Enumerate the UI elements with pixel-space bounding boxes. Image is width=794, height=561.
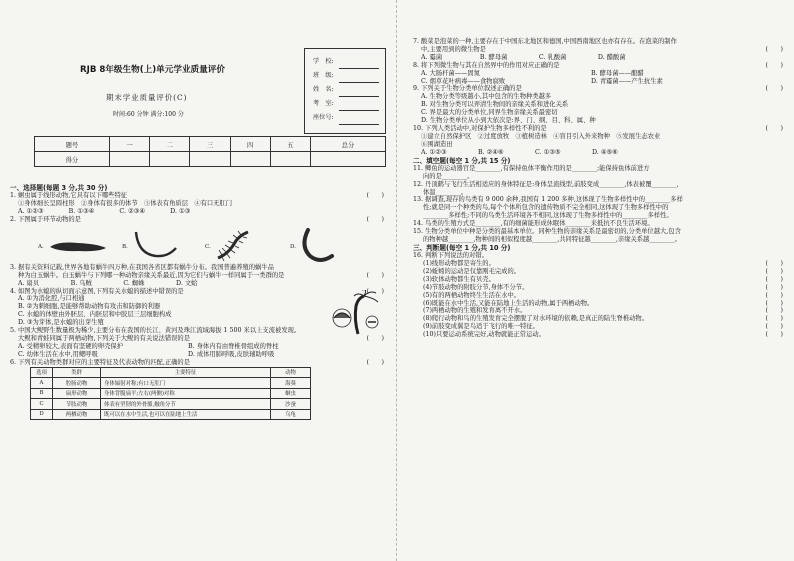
- q5-choices-cd: [10, 351, 388, 359]
- room-blank[interactable]: [339, 102, 379, 111]
- q16-intro: 16. 判断下列说法的对错。: [413, 252, 488, 260]
- q8-choice-c[interactable]: C. 烟草花叶病毒——食物腐败: [421, 77, 506, 85]
- q5-choice-c[interactable]: C. 幼体生活在水中,用鳃呼吸: [18, 350, 98, 358]
- q10-options-2: ⑥围湖造田: [421, 140, 453, 148]
- q4-choice-d[interactable]: D. ③为芽体,是水螅的出芽生殖: [18, 319, 104, 327]
- q12-line1[interactable]: 12. 丹顶鹤与飞行生活相适应的身体特征是:身体呈流线型,前肢变成________,体表被覆________,: [413, 180, 679, 188]
- q10-choices[interactable]: A. ①②③ B. ②④⑥ C. ①③⑤ D. ④⑤⑥: [421, 148, 618, 156]
- q11-line2[interactable]: 向的是________。: [423, 172, 474, 180]
- section2-heading: 二、填空题(每空 1 分,共 15 分): [413, 156, 511, 165]
- q8-stem: 8. 将下列微生物与其在自然界中的作用对应正确的是 ( ): [413, 61, 783, 69]
- score-header-row: 题号 一 二 三 四 五 总分: [35, 137, 386, 152]
- exam-title: RJB 8年级生物(上)单元学业质量评价: [80, 65, 225, 75]
- q6-table: [30, 367, 311, 421]
- info-school: 学 校:: [313, 55, 385, 69]
- q3-line2: 种为白玉蜗牛。白玉蜗牛与下列哪一种动物亲缘关系最近,因为它们与蜗牛一样同属于一类群的是 ( ): [18, 271, 384, 279]
- q5-choice-a[interactable]: A. 受精卵较大,表面有坚硬的卵壳保护: [18, 342, 124, 350]
- q8-choice-b[interactable]: B. 酵母菌——酿醋: [591, 69, 644, 77]
- section1-heading: 一、选择题(每题 3 分,共 30 分): [10, 184, 108, 192]
- q6-stem: 6. 下列有关动物类群对应的主要特征及代表动物的匹配,正确的是 ( ): [10, 358, 384, 366]
- q5-line2: 大鲵和青蛙同属于两栖动物,下列关于大鲵的有关说法错误的是 ( ): [18, 334, 384, 342]
- q7-line1: 7. 酸菜是泡菜的一种,主要存在于中国东北地区和德国,中国西南地区也亦有存在。在泡菜的制作: [413, 38, 677, 45]
- q9-stem: 9. 下列关于生物分类单位叙述正确的是 ( ): [413, 85, 783, 93]
- q13-line1[interactable]: 13. 据调查,现存的鸟类有 9 000 余种,我国有 1 200 多种,这体现了生物多样性中的________多样: [413, 196, 683, 204]
- q8-choice-a[interactable]: A. 大肠杆菌——固氮: [421, 69, 480, 77]
- earthworm-picture: [300, 226, 340, 264]
- q7-choices[interactable]: A. 霉菌 B. 酵母菌 C. 乳酸菌 D. 醋酸菌: [421, 53, 626, 61]
- info-room: 考 室:: [313, 97, 385, 111]
- left-column: [10, 0, 388, 561]
- section3-heading: 三、判断题(每空 1 分,共 10 分): [413, 243, 511, 252]
- info-name: 姓 名:: [313, 83, 385, 97]
- score-table: [34, 136, 386, 167]
- time-info: 时间:60 分钟 满分:100 分: [113, 111, 184, 118]
- right-column: [413, 0, 787, 561]
- student-info-box: [304, 48, 386, 134]
- q2-stem: 2. 下图属于环节动物的是 ( ): [10, 215, 384, 223]
- flatworm-picture: [48, 238, 108, 256]
- roundworm-picture: [130, 228, 180, 262]
- info-class: 班 级:: [313, 69, 385, 83]
- q8-choices-ab: [413, 70, 787, 78]
- q1-stem: 1. 蛔虫属于线形动物,它具有以下哪些特征 ( ): [10, 192, 384, 200]
- judge-item-2[interactable]: (2)蚯蚓的运动是仅靠刚毛完成的。 ( ): [423, 267, 783, 275]
- q15-line2[interactable]: 的物种越________,物种间的相似程度越________,共同特征越________,亲缘关系越________。: [423, 235, 681, 243]
- q1-choices[interactable]: A. ①②③ B. ①③④ C. ②③④ D. ①③: [18, 208, 191, 216]
- q4-choice-a[interactable]: A. ①为消化腔,与口相通: [18, 295, 85, 303]
- q3-choices[interactable]: A. 扇贝 B. 乌贼 C. 蜘蛛 D. 文蛤: [18, 279, 198, 287]
- centipede-picture: [214, 228, 254, 262]
- q10-options-1: ①建立自然保护区 ②过度放牧 ③植树造林 ④盲目引入外来物种 ⑤发展生态农业: [421, 132, 661, 140]
- seat-blank[interactable]: [339, 116, 379, 125]
- exam-subtitle: 期末学业质量评价(C): [106, 93, 188, 102]
- judge-item-5[interactable]: (5)有的两栖动物终生生活在水中。 ( ): [423, 291, 783, 299]
- q6-row-b[interactable]: B 扁形动物 身体背腹扁平;左右(两侧)对称 蛔虫: [31, 388, 311, 399]
- q6-row-d[interactable]: D 两栖动物 既可以在水中生活,也可以在陆地上生活 乌龟: [31, 409, 311, 420]
- q13-line3[interactable]: ________多样性;不同的鸟类生活环境各不相同,这体现了生物多样性中的________多样性。: [423, 212, 673, 220]
- judge-item-4[interactable]: (4)节肢动物的附肢分节,身体不分节。 ( ): [423, 283, 783, 291]
- q9-choice-c[interactable]: C. 界是最大的分类单位,同界生物亲缘关系最密切: [421, 109, 558, 117]
- q9-choice-d[interactable]: D. 生物分类单位从小到大依次是:界、门、纲、目、科、属、种: [421, 117, 596, 125]
- q4-block: [10, 288, 388, 328]
- judge-item-7[interactable]: (7)两栖动物的生殖和发育离不开水。 ( ): [423, 307, 783, 315]
- judge-item-6[interactable]: (6)既能在水中生活,又能在陆地上生活的动物,属于两栖动物。 ( ): [423, 299, 783, 307]
- score-value-row: 得分: [35, 152, 386, 167]
- q2-pictures: A. B. C. D.: [10, 224, 388, 264]
- judge-item-9[interactable]: (9)前肢变成翼是鸟适于飞行的唯一特征。 ( ): [423, 323, 783, 331]
- q4-choice-c[interactable]: C. 水螅的体壁由外胚层、内胚层和中胶层三层细胞构成: [18, 311, 172, 319]
- judge-item-1[interactable]: (1)线形动物都是寄生的。 ( ): [423, 259, 783, 267]
- q6-table-header: 选项 类群 主要特征 动物: [31, 367, 311, 378]
- q15-line1[interactable]: 15. 生物分类单位中种是分类的最基本单位。同种生物的亲缘关系是最密切的,分类单位越大,包含: [413, 228, 681, 236]
- q9-choice-b[interactable]: B. 对生物分类可以弄清生物间的亲缘关系和进化关系: [421, 101, 569, 109]
- judge-item-3[interactable]: (3)软体动物都生有贝壳。 ( ): [423, 275, 783, 283]
- q1-options: ①身体细长呈圆柱形 ②身体有很多的体节 ③体表有角质层 ④有口无肛门: [18, 200, 233, 208]
- q12-line2[interactable]: 体温________。: [423, 188, 468, 196]
- school-blank[interactable]: [339, 60, 379, 69]
- q6-row-c[interactable]: C 节肢动物 体表有坚韧的外骨骼,触角分节 沙蚕: [31, 399, 311, 410]
- judge-item-8[interactable]: (8)爬行动物和鸟的生殖发育完全摆脱了对水环境的依赖,是真正的陆生脊椎动物。 ( ): [423, 315, 783, 323]
- q13-line2[interactable]: 性;就是同一个种类的鸟,每个个体所包含的遗传物质不完全相同,这体现了生物多样性中的: [423, 204, 669, 212]
- q7-line2: 中,主要用到的微生物是 ( ): [421, 45, 783, 53]
- q5-choice-b[interactable]: B. 身体内有由脊椎骨组成的脊柱: [188, 342, 279, 350]
- q8-choice-d[interactable]: D. 青霉菌——产生抗生素: [591, 77, 663, 85]
- info-seat: 座位号:: [313, 111, 385, 125]
- fold-line: [396, 0, 397, 561]
- q10-stem: 10. 下列人类活动中,对保护生物多样性不利的是 ( ): [413, 124, 783, 132]
- q4-stem: 4. 如图为水螅的纵切面示意图,下列有关水螅的描述中错误的是 ( ): [10, 287, 384, 295]
- q6-row-a[interactable]: A 腔肠动物 身体辐射对称;有口无肛门 海葵: [31, 378, 311, 389]
- q5-choices-ab: [10, 343, 388, 351]
- q11-line1[interactable]: 11. 鲫鱼的运动器官是________,有保持鱼体平衡作用的是________;能保持鱼体前进方: [413, 164, 650, 172]
- q9-choice-a[interactable]: A. 生物分类等级越小,其中包含的生物种类越多: [421, 93, 552, 101]
- class-blank[interactable]: [339, 74, 379, 83]
- q4-choice-b[interactable]: B. ②为刺细胞,是能够帮助动物有攻击和防御的利器: [18, 303, 161, 311]
- judge-item-10[interactable]: (10)只要运动系统完好,动物就能正常运动。 ( ): [423, 331, 783, 339]
- q5-line1: 5. 中国大鲵野生数量极为稀少,主要分布在我国的长江、黄河及珠江流域海拔 1 500 米以上支流被发现。: [10, 327, 301, 335]
- name-blank[interactable]: [339, 88, 379, 97]
- section1: [10, 184, 388, 420]
- q3-line1: 3. 据有关资料记载,世界各地有蜗牛四万种,在我国各省区都有蜗牛分布。我国普遍养殖的蜗牛品: [10, 263, 274, 271]
- q5-choice-d[interactable]: D. 成体用肺呼吸,皮肤辅助呼吸: [188, 350, 275, 358]
- q14-line1[interactable]: 14. 鸟类的生殖方式是________,有的细菌能形成休眠体________来抵抗不良生活环境。: [413, 220, 654, 228]
